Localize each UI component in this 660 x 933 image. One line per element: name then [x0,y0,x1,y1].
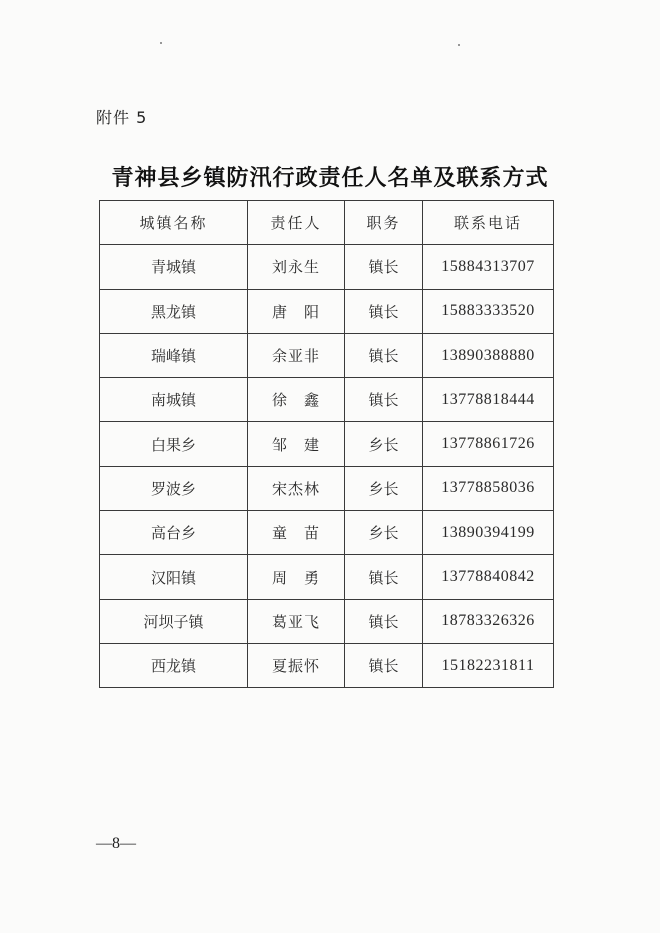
position: 镇长 [345,599,423,643]
town-name: 河坝子镇 [100,599,248,643]
town-name: 瑞峰镇 [100,333,248,377]
table-row [100,511,554,555]
responsible-person: 葛亚飞 [248,599,345,643]
phone-number: 13778818444 [423,378,554,422]
phone-number: 13778840842 [423,555,554,599]
phone-number: 15182231811 [423,643,554,687]
position: 乡长 [345,422,423,466]
scan-speck [458,44,460,46]
phone-number: 18783326326 [423,599,554,643]
town-name: 南城镇 [100,378,248,422]
town-name: 汉阳镇 [100,555,248,599]
table-row [100,422,554,466]
position: 镇长 [345,378,423,422]
position: 乡长 [345,466,423,510]
table-row [100,466,554,510]
header-phone: 联系电话 [423,201,554,245]
header-town-name: 城镇名称 [100,201,248,245]
responsible-person: 邹 建 [248,422,345,466]
responsible-person: 夏振怀 [248,643,345,687]
table-header-row [100,201,554,245]
town-name: 西龙镇 [100,643,248,687]
phone-number: 13890394199 [423,511,554,555]
position: 镇长 [345,245,423,289]
table-row [100,289,554,333]
responsible-person: 余亚非 [248,333,345,377]
document-title: 青神县乡镇防汛行政责任人名单及联系方式 [111,166,549,191]
header-responsible-person: 责任人 [248,201,345,245]
table-row [100,333,554,377]
phone-number: 15883333520 [423,289,554,333]
town-name: 罗波乡 [100,466,248,510]
responsible-person: 唐 阳 [248,289,345,333]
town-name: 白果乡 [100,422,248,466]
town-name: 青城镇 [100,245,248,289]
responsible-person: 周 勇 [248,555,345,599]
position: 镇长 [345,289,423,333]
page-number: —8— [96,835,136,852]
header-position: 职务 [345,201,423,245]
position: 乡长 [345,511,423,555]
position: 镇长 [345,555,423,599]
responsible-person: 童 苗 [248,511,345,555]
table-row [100,378,554,422]
phone-number: 13890388880 [423,333,554,377]
responsible-person: 宋杰林 [248,466,345,510]
phone-number: 13778861726 [423,422,554,466]
position: 镇长 [345,333,423,377]
responsible-person: 徐 鑫 [248,378,345,422]
phone-number: 13778858036 [423,466,554,510]
town-name: 高台乡 [100,511,248,555]
responsible-person: 刘永生 [248,245,345,289]
attachment-label: 附件 5 [96,108,148,127]
table-row [100,555,554,599]
table-row [100,245,554,289]
town-name: 黑龙镇 [100,289,248,333]
table-row [100,643,554,687]
phone-number: 15884313707 [423,245,554,289]
scan-speck [160,42,162,44]
contact-table [99,200,554,688]
position: 镇长 [345,643,423,687]
table-row [100,599,554,643]
